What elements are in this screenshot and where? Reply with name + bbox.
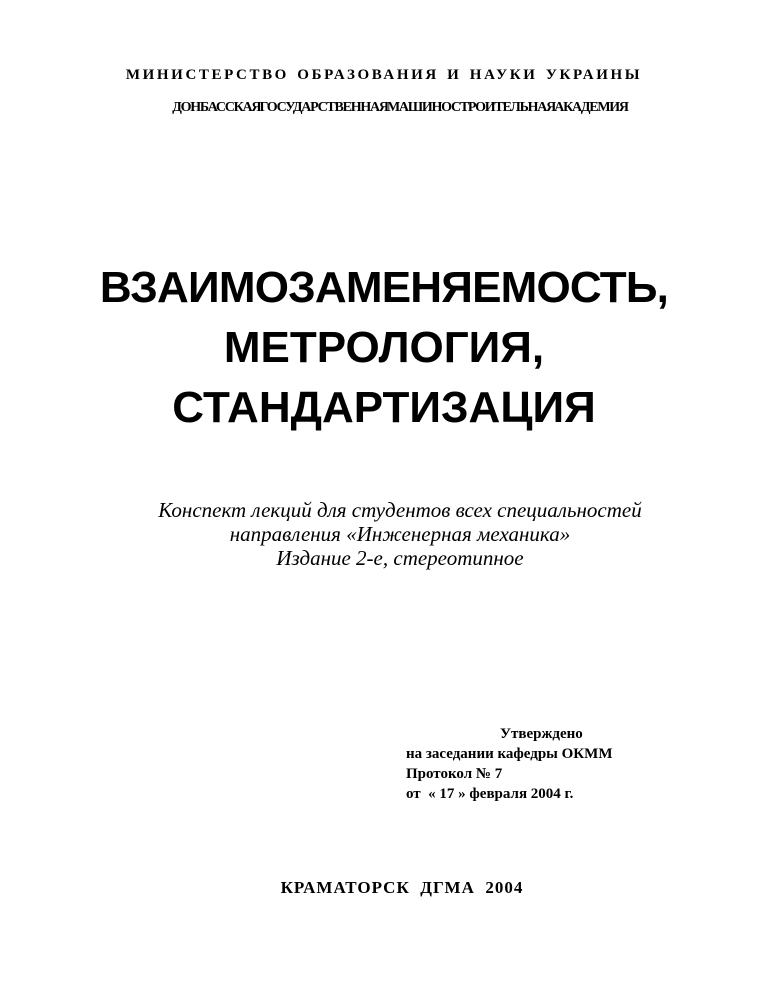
title-line-3: СТАНДАРТИЗАЦИЯ bbox=[172, 383, 596, 432]
subtitle-line-3: Издание 2-е, стереотипное bbox=[276, 546, 524, 570]
approval-block bbox=[406, 724, 726, 804]
title-line-2: МЕТРОЛОГИЯ, bbox=[223, 323, 545, 372]
footer-imprint: КРАМАТОРСК ДГМА 2004 bbox=[280, 878, 524, 897]
approval-meeting: на заседании кафедры ОКММ bbox=[406, 746, 613, 762]
approval-date: от « 17 » февраля 2004 г. bbox=[406, 786, 574, 802]
subtitle-line-1: Конспект лекций для студентов всех специальностей bbox=[158, 498, 642, 522]
academy-heading: ДОНБАССКАЯ ГОСУДАРСТВЕННАЯ МАШИНОСТРОИТЕЛЬНАЯ АКАДЕМИЯ bbox=[172, 100, 628, 115]
document-subtitle bbox=[0, 498, 768, 570]
ministry-heading: МИНИСТЕРСТВО ОБРАЗОВАНИЯ И НАУКИ УКРАИНЫ bbox=[125, 67, 643, 83]
title-line-1: ВЗАИМОЗАМЕНЯЕМОСТЬ, bbox=[99, 263, 669, 312]
approval-protocol: Протокол № 7 bbox=[406, 766, 503, 782]
document-title bbox=[0, 258, 768, 438]
approval-approved: Утверждено bbox=[500, 726, 583, 742]
subtitle-line-2: направления «Инженерная механика» bbox=[229, 522, 571, 546]
